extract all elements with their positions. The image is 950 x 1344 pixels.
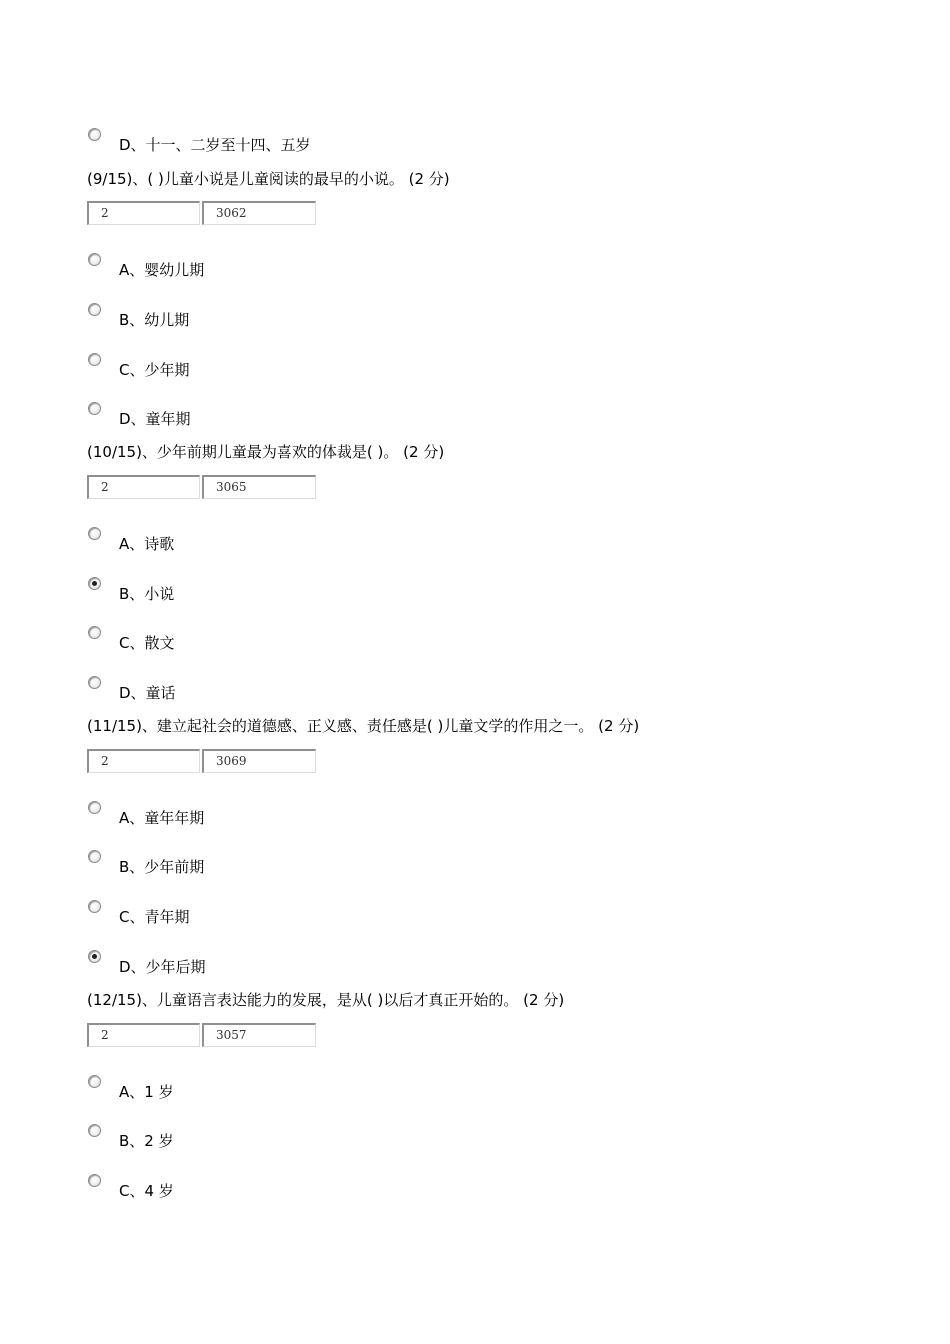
option-12-a[interactable] [88,1075,688,1105]
option-label: B、幼儿期 [119,311,190,329]
radio-button[interactable] [88,801,101,814]
score-field[interactable]: 2 [87,1023,200,1047]
option-9-b[interactable] [88,303,688,333]
option-label: C、4 岁 [119,1182,174,1200]
radio-button[interactable] [88,527,101,540]
radio-button[interactable] [88,253,101,266]
option-10-a[interactable] [88,527,688,557]
question-fields-12 [87,1023,319,1051]
question-title-10: (10/15)、少年前期儿童最为喜欢的体裁是( )。 (2 分) [87,443,445,461]
option-label: B、2 岁 [119,1132,174,1150]
option-11-d[interactable] [88,950,688,980]
question-title-12: (12/15)、儿童语言表达能力的发展，是从( )以后才真正开始的。 (2 分) [87,991,565,1009]
score-field[interactable]: 2 [87,749,200,773]
option-11-a[interactable] [88,801,688,831]
option-label: A、婴幼儿期 [119,261,205,279]
option-10-d[interactable] [88,676,688,706]
radio-button[interactable] [88,1124,101,1137]
option-9-c[interactable] [88,353,688,383]
option-label: A、童年年期 [119,809,205,827]
radio-button[interactable] [88,577,101,590]
radio-button[interactable] [88,1174,101,1187]
score-field[interactable]: 2 [87,475,200,499]
option-12-c[interactable] [88,1174,688,1204]
radio-button[interactable] [88,1075,101,1088]
question-fields-10 [87,475,319,503]
radio-button[interactable] [88,303,101,316]
option-label: A、1 岁 [119,1083,174,1101]
option-label: D、少年后期 [119,958,206,976]
question-id-field[interactable]: 3069 [202,749,316,773]
question-id-field[interactable]: 3062 [202,201,316,225]
option-10-b[interactable] [88,577,688,607]
question-fields-11 [87,749,319,777]
question-id-field[interactable]: 3057 [202,1023,316,1047]
option-9-d[interactable] [88,402,688,432]
option-label: D、童话 [119,684,176,702]
radio-button[interactable] [88,676,101,689]
option-9-a[interactable] [88,253,688,283]
option-label: B、小说 [119,585,175,603]
question-title-11: (11/15)、建立起社会的道德感、正义感、责任感是( )儿童文学的作用之一。 (2 分) [87,717,640,735]
radio-button[interactable] [88,626,101,639]
option-label: C、青年期 [119,908,190,926]
radio-button[interactable] [88,850,101,863]
option-12-b[interactable] [88,1124,688,1154]
option-label: D、十一、二岁至十四、五岁 [119,136,311,154]
option-label: A、诗歌 [119,535,175,553]
option-top-d[interactable] [88,128,688,158]
question-fields-9 [87,201,319,229]
radio-button[interactable] [88,128,101,141]
radio-button[interactable] [88,900,101,913]
option-11-b[interactable] [88,850,688,880]
radio-button[interactable] [88,402,101,415]
question-title-9: (9/15)、( )儿童小说是儿童阅读的最早的小说。 (2 分) [87,170,450,188]
score-field[interactable]: 2 [87,201,200,225]
option-label: B、少年前期 [119,858,205,876]
option-label: D、童年期 [119,410,191,428]
question-id-field[interactable]: 3065 [202,475,316,499]
option-11-c[interactable] [88,900,688,930]
radio-button[interactable] [88,353,101,366]
option-10-c[interactable] [88,626,688,656]
option-label: C、少年期 [119,361,190,379]
option-label: C、散文 [119,634,175,652]
radio-button[interactable] [88,950,101,963]
